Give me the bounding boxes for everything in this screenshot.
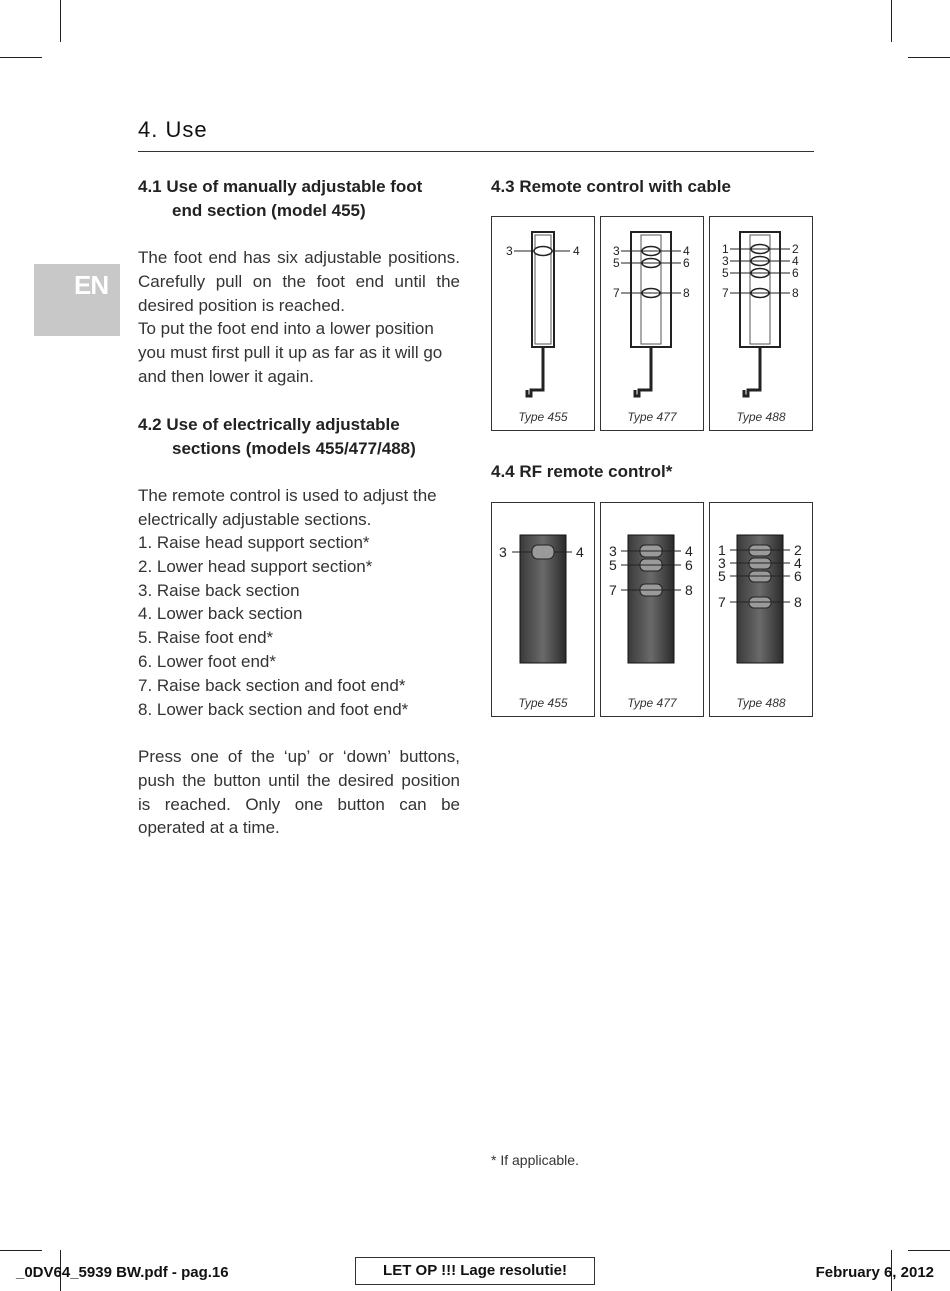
footer-rule-left <box>0 1250 42 1251</box>
cable-remote-477 <box>600 216 704 431</box>
button-label: 6 <box>794 568 802 584</box>
footer-date: February 6, 2012 <box>815 1264 934 1281</box>
button-label: 3 <box>718 555 726 571</box>
remote-illustration <box>710 503 812 716</box>
button-label: 4 <box>685 543 693 559</box>
s41-paragraph-1: The foot end has six adjustable positions. Carefully pull on the foot end until the desired position is reached. <box>138 248 460 315</box>
button-label: 4 <box>576 544 584 560</box>
button-label: 8 <box>794 594 802 610</box>
s41-paragraph-2: To put the foot end into a lower position you must first pull it up as far as it will go and then lower it again. <box>138 319 443 386</box>
crop-mark-top-left-v <box>60 0 61 42</box>
button-label: 8 <box>792 286 799 300</box>
s42-intro: The remote control is used to adjust the electrically adjustable sections. <box>138 486 437 529</box>
list-item: 3. Raise back section <box>138 580 300 600</box>
button-label: 1 <box>722 242 729 256</box>
button-label: 8 <box>683 286 690 300</box>
button-label: 3 <box>613 244 620 258</box>
button-label: 6 <box>683 256 690 270</box>
function-list <box>138 531 468 721</box>
button-label: 5 <box>718 568 726 584</box>
list-item: 6. Lower foot end* <box>138 651 276 671</box>
rf-remote-477 <box>600 502 704 717</box>
button-label: 4 <box>683 244 690 258</box>
section-title: 4. Use <box>138 117 208 142</box>
rf-remote-455 <box>491 502 595 717</box>
heading-4-4: 4.4 RF remote control* <box>491 462 673 481</box>
remote-illustration <box>492 503 594 716</box>
button-label: 7 <box>609 582 617 598</box>
heading-4-3: 4.3 Remote control with cable <box>491 177 731 196</box>
panel-caption: Type 455 <box>518 696 568 710</box>
crop-mark-top-right-h <box>908 57 950 58</box>
button-label: 4 <box>792 254 799 268</box>
button-label: 3 <box>722 254 729 268</box>
crop-mark-top-right-v <box>891 0 892 42</box>
panel-caption: Type 455 <box>518 410 568 424</box>
heading-4-2-line1: 4.2 Use of electrically adjustable <box>138 415 400 434</box>
page-number: 6 <box>136 310 143 322</box>
panel-caption: Type 477 <box>627 410 677 424</box>
remote-illustration <box>710 217 812 430</box>
footnote: * If applicable. <box>491 1152 579 1168</box>
rf-remote-488 <box>709 502 813 717</box>
button-label: 6 <box>792 266 799 280</box>
list-item: 8. Lower back section and foot end* <box>138 699 409 719</box>
panel-caption: Type 477 <box>627 696 677 710</box>
footer-rule-right <box>908 1250 950 1251</box>
panel-caption: Type 488 <box>736 410 786 424</box>
language-code: EN <box>74 270 109 300</box>
panel-caption: Type 488 <box>736 696 786 710</box>
footer-resolution-notice: LET OP !!! Lage resolutie! <box>355 1257 595 1285</box>
button-label: 5 <box>609 557 617 573</box>
heading-4-1-line2: end section (model 455) <box>172 201 366 220</box>
list-item: 2. Lower head support section* <box>138 556 373 576</box>
s42-outro: Press one of the ‘up’ or ‘down’ buttons, push the button until the desired position is reached. Only one button can be operated at a time. <box>138 747 460 838</box>
heading-4-1 <box>138 175 422 223</box>
button-label: 4 <box>794 555 802 571</box>
list-item: 1. Raise head support section* <box>138 533 370 552</box>
button-label: 5 <box>613 256 620 270</box>
cable-remote-455 <box>491 216 595 431</box>
button-label: 2 <box>794 542 802 558</box>
remote-illustration <box>601 217 703 430</box>
remote-illustration <box>492 217 594 430</box>
button-label: 7 <box>722 286 729 300</box>
heading-4-1-line1: 4.1 Use of manually adjustable foot <box>138 177 423 196</box>
button-label: 3 <box>499 544 507 560</box>
button-label: 5 <box>722 266 729 280</box>
button-label: 8 <box>685 582 693 598</box>
button-label: 2 <box>792 242 799 256</box>
heading-4-2 <box>138 413 416 461</box>
footer-filename: _0DV64_5939 BW.pdf - pag.16 <box>16 1264 229 1281</box>
button-label: 3 <box>506 244 513 258</box>
heading-4-2-line2: sections (models 455/477/488) <box>172 439 416 458</box>
crop-mark-top-left-h <box>0 57 42 58</box>
button-label: 6 <box>685 557 693 573</box>
list-item: 4. Lower back section <box>138 604 303 624</box>
cable-remote-488 <box>709 216 813 431</box>
list-item: 7. Raise back section and foot end* <box>138 675 406 695</box>
language-tab <box>34 264 143 336</box>
remote-illustration <box>601 503 703 716</box>
button-label: 7 <box>613 286 620 300</box>
button-label: 7 <box>718 594 726 610</box>
list-item: 5. Raise foot end* <box>138 628 274 648</box>
button-label: 1 <box>718 542 726 558</box>
button-label: 3 <box>609 543 617 559</box>
button-label: 4 <box>573 244 580 258</box>
title-rule <box>138 151 814 152</box>
